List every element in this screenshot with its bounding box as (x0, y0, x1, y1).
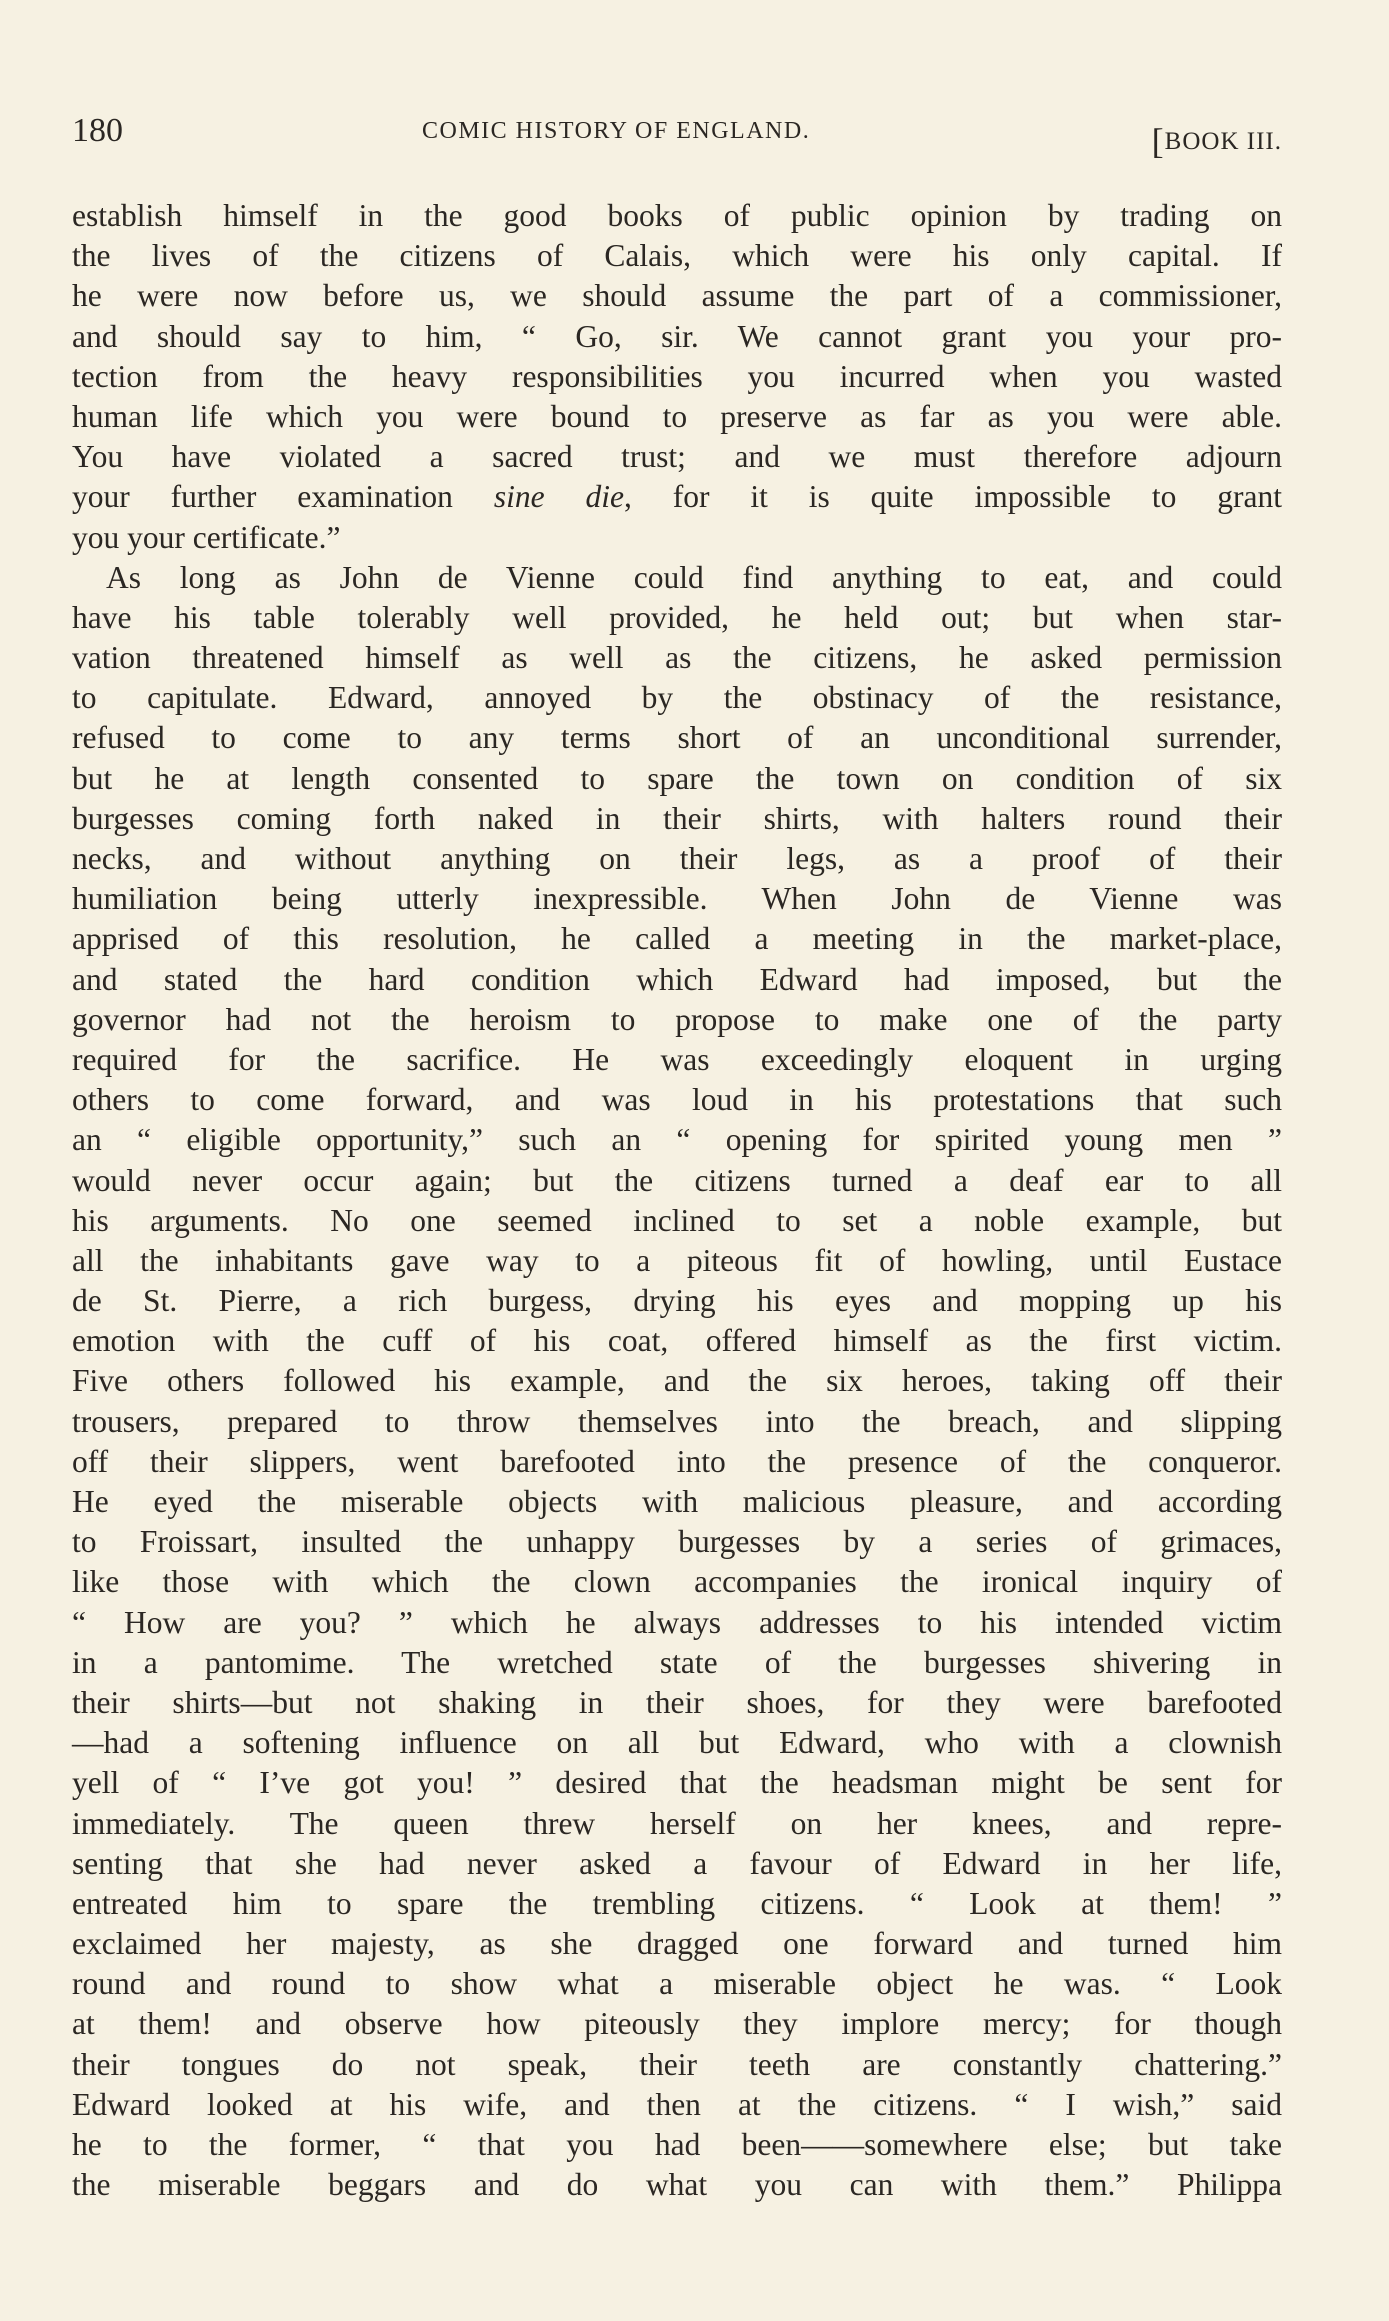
text-line: required for the sacrifice. He was exceedingly eloquent in urging (72, 1041, 1282, 1077)
text-line: the miserable beggars and do what you can with them.” Philippa (72, 2167, 1282, 2203)
text-line: emotion with the cuff of his coat, offered himself as the first victim. (72, 1323, 1282, 1359)
text-line: Edward looked at his wife, and then at the citizens. “ I wish,” said (72, 2086, 1282, 2122)
text-line: He eyed the miserable objects with malicious pleasure, and according (72, 1484, 1282, 1519)
text-line: and stated the hard condition which Edward had imposed, but the (72, 961, 1282, 997)
latin-phrase: sine die (493, 479, 624, 515)
text-line: exclaimed her majesty, as she dragged one forward and turned him (72, 1926, 1282, 1962)
text-line: de St. Pierre, a rich burgess, drying his eyes and mopping up his (72, 1283, 1282, 1319)
text-line: off their slippers, went barefooted into the presence of the conqueror. (72, 1443, 1282, 1479)
text-line: entreated him to spare the trembling citizens. “ Look at them! ” (72, 1885, 1282, 1921)
text-line: to Froissart, insulted the unhappy burgesses by a series of grimaces, (72, 1524, 1282, 1560)
text-line: tection from the heavy responsibilities you incurred when you wasted (72, 358, 1282, 394)
running-title: COMIC HISTORY OF ENGLAND. (422, 118, 811, 144)
text-line: trousers, prepared to throw themselves into the breach, and slipping (72, 1403, 1282, 1439)
text-line: in a pantomime. The wretched state of the burgesses shivering in (72, 1644, 1282, 1680)
text-line: their tongues do not speak, their teeth are constantly chattering.” (72, 2046, 1282, 2082)
text-line: but he at length consented to spare the town on condition of six (72, 760, 1282, 796)
book-number: BOOK III. (1164, 128, 1282, 155)
text-line: he to the former, “ that you had been——somewhere else; but take (72, 2127, 1282, 2162)
paragraph (72, 196, 1282, 558)
paragraph (72, 558, 1282, 2206)
text-line: his arguments. No one seemed inclined to set a noble example, but (72, 1202, 1282, 1238)
text-line: to capitulate. Edward, annoyed by the obstinacy of the resistance, (72, 680, 1282, 716)
text-line: refused to come to any terms short of an unconditional surrender, (72, 720, 1282, 756)
text-line: establish himself in the good books of public opinion by trading on (72, 198, 1282, 233)
text-line: apprised of this resolution, he called a meeting in the market-place, (72, 921, 1282, 957)
body-text (72, 196, 1282, 2205)
text-line: their shirts—but not shaking in their shoes, for they were barefooted (72, 1684, 1282, 1720)
text-line: immediately. The queen threw herself on her knees, and repre- (72, 1805, 1282, 1841)
text-line: others to come forward, and was loud in his protestations that such (72, 1082, 1282, 1118)
text-line: he were now before us, we should assume the part of a commissioner, (72, 278, 1282, 314)
text-line: As long as John de Vienne could find anything to eat, and could (106, 559, 1282, 595)
text-line: and should say to him, “ Go, sir. We cannot grant you your pro- (72, 318, 1282, 354)
book-label (1151, 116, 1282, 161)
running-header (72, 112, 1282, 161)
text-line: human life which you were bound to preserve as far as you were able. (72, 398, 1282, 434)
text-line: yell of “ I’ve got you! ” desired that the headsman might be sent for (72, 1765, 1282, 1801)
text-line: round and round to show what a miserable object he was. “ Look (72, 1966, 1282, 2002)
text-line: You have violated a sacred trust; and we must therefore adjourn (72, 439, 1282, 475)
text-line: governor had not the heroism to propose to make one of the party (72, 1001, 1282, 1037)
text-line: senting that she had never asked a favour of Edward in her life, (72, 1845, 1282, 1881)
text-line: at them! and observe how piteously they implore mercy; for though (72, 2006, 1282, 2042)
text-line: vation threatened himself as well as the citizens, he asked permission (72, 640, 1282, 676)
text-line: Five others followed his example, and the six heroes, taking off their (72, 1363, 1282, 1399)
text-line: have his table tolerably well provided, he held out; but when star- (72, 599, 1282, 635)
text-line: the lives of the citizens of Calais, which were his only capital. If (72, 238, 1282, 274)
text-line: burgesses coming forth naked in their shirts, with halters round their (72, 800, 1282, 836)
text-line: would never occur again; but the citizens turned a deaf ear to all (72, 1162, 1282, 1198)
text-line: an “ eligible opportunity,” such an “ opening for spirited young men ” (72, 1122, 1282, 1158)
text-line: humiliation being utterly inexpressible. When John de Vienne was (72, 881, 1282, 917)
text-line: necks, and without anything on their legs, as a proof of their (72, 841, 1282, 876)
page-number: 180 (72, 112, 123, 149)
bracket: [ (1151, 121, 1165, 161)
text-line: all the inhabitants gave way to a piteous fit of howling, until Eustace (72, 1242, 1282, 1278)
text-line: like those with which the clown accompanies the ironical inquiry of (72, 1564, 1282, 1600)
text-line: —had a softening influence on all but Edward, who with a clownish (72, 1725, 1282, 1761)
text-line: “ How are you? ” which he always addresses to his intended victim (72, 1604, 1282, 1640)
text-line: your further examination sine die, for it is quite impossible to grant (72, 479, 1282, 515)
text-line: you your certificate.” (72, 519, 341, 555)
